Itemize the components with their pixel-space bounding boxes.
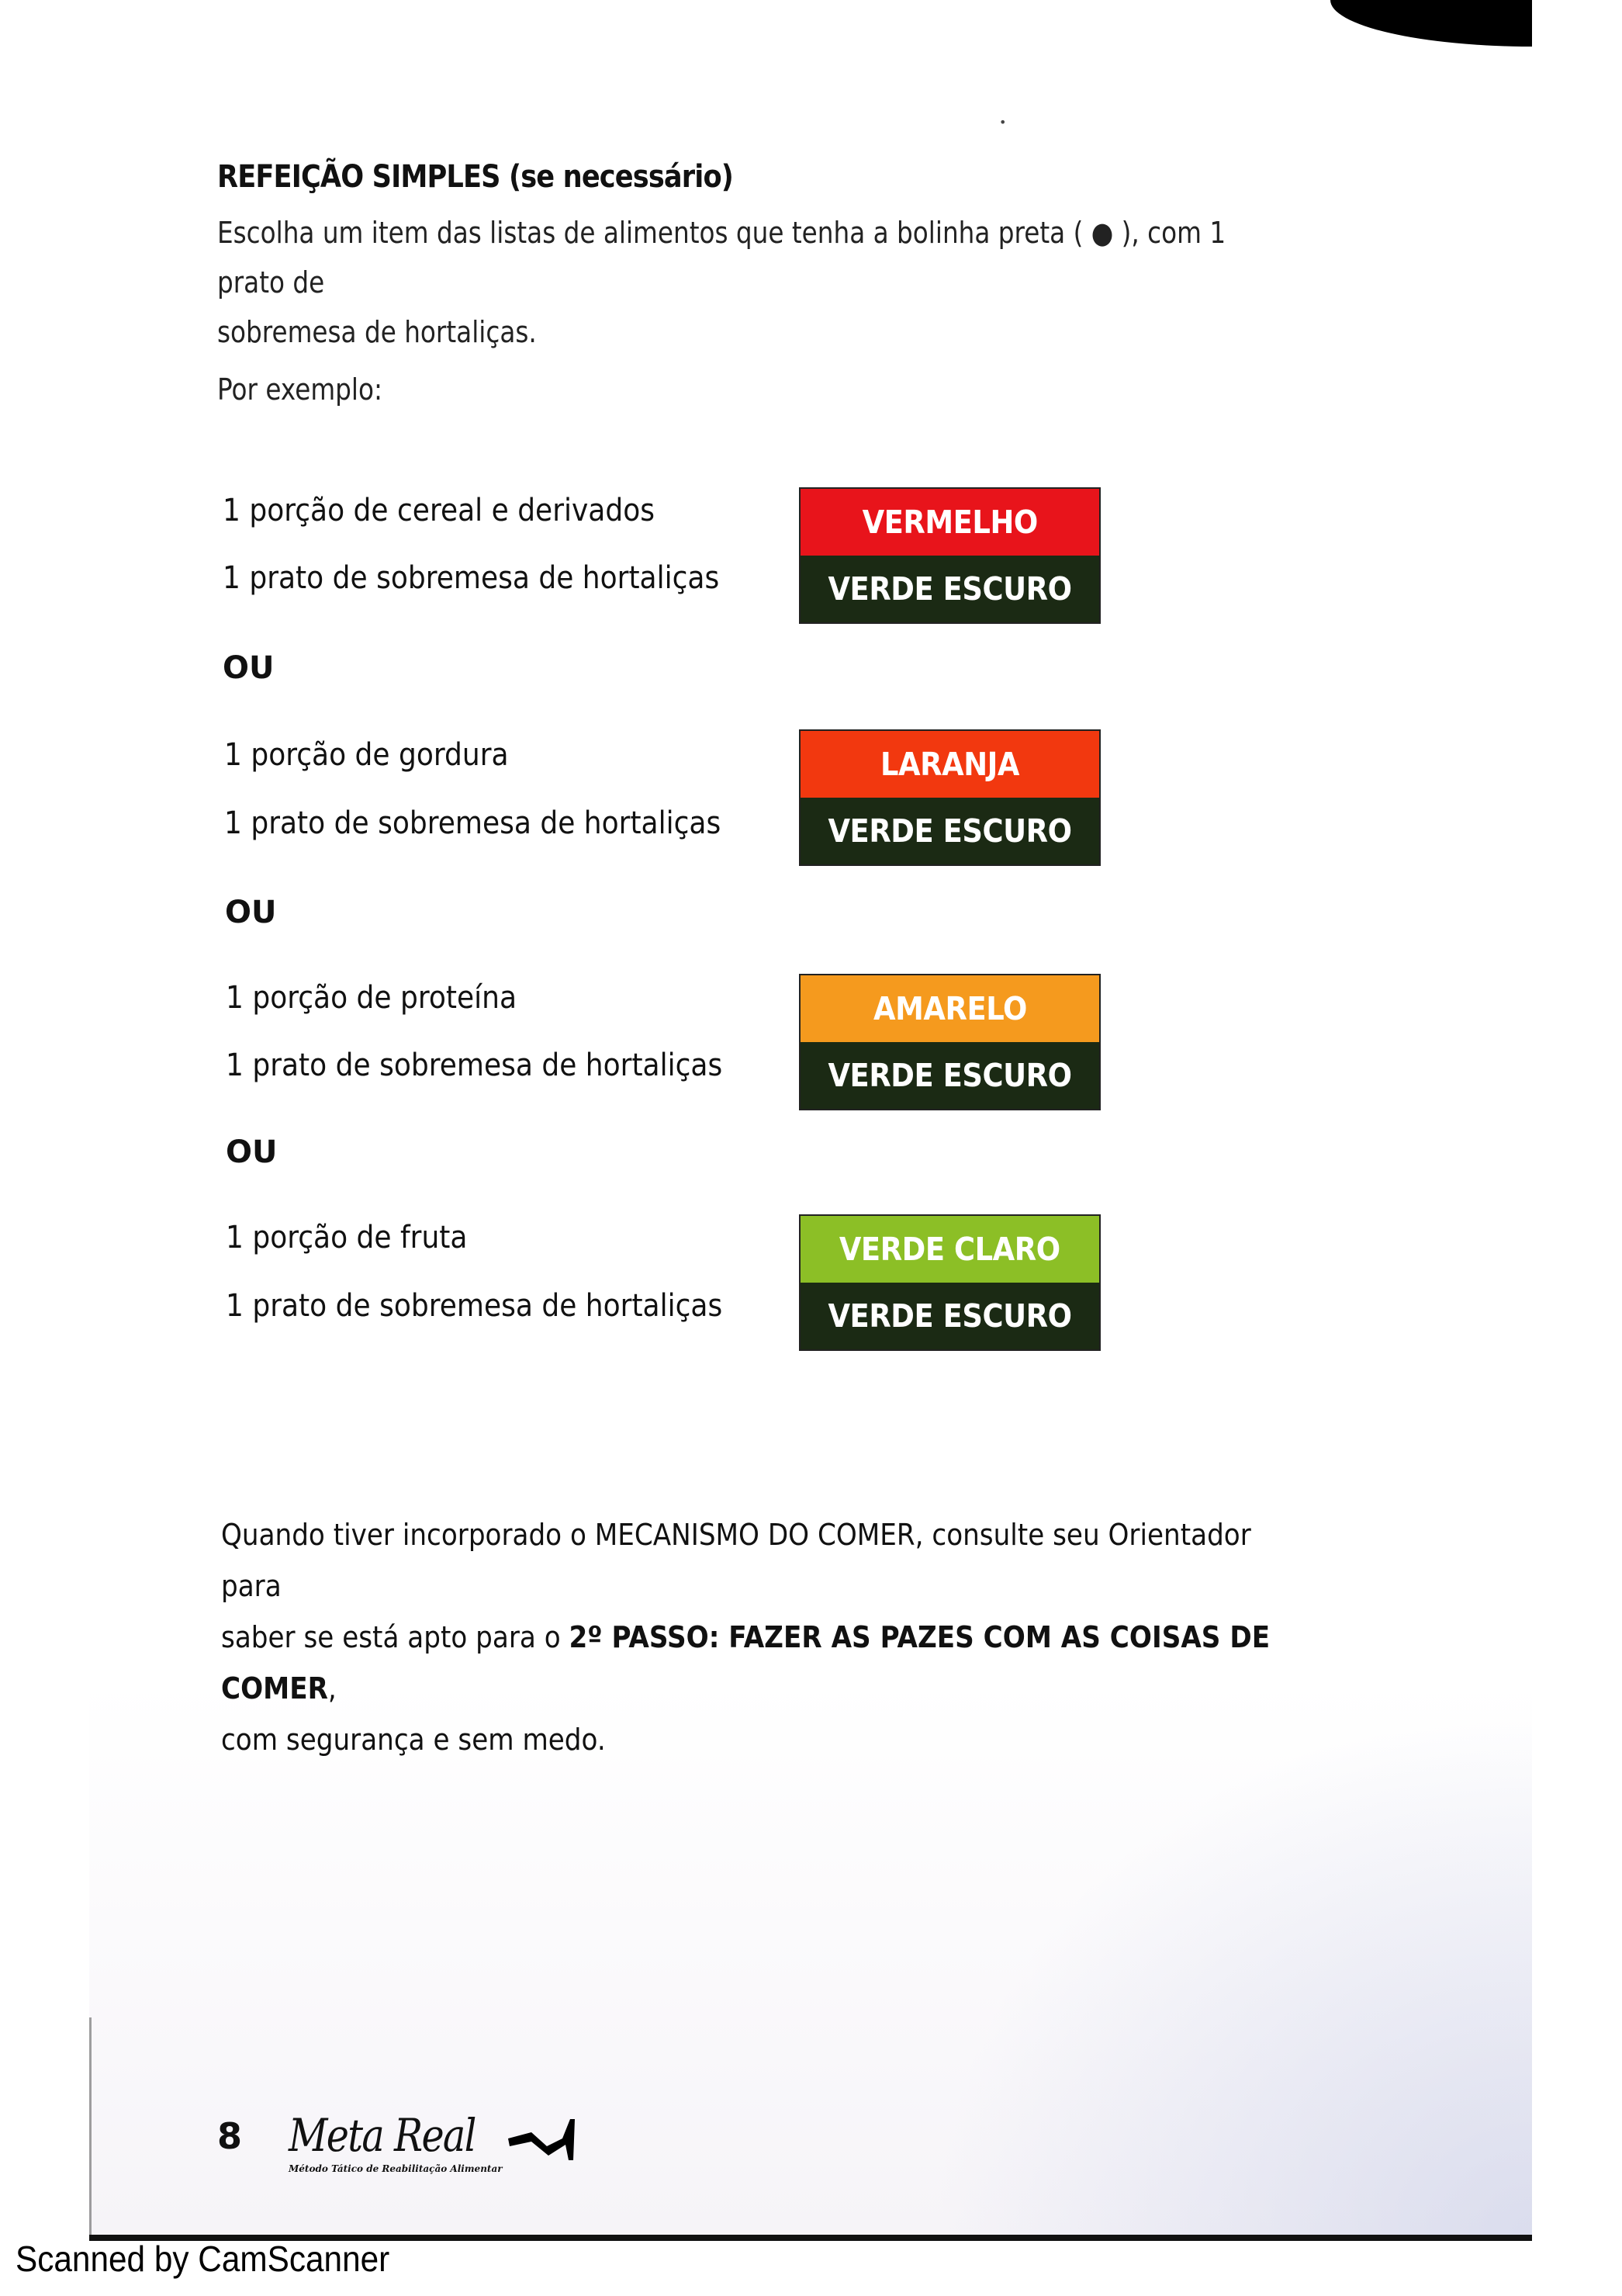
scan-speck: •	[999, 115, 1007, 130]
option-1-line-1: 1 porção de cereal e derivados	[223, 493, 655, 528]
option-4-line-1: 1 porção de fruta	[226, 1220, 468, 1255]
color-tag-amarelo	[799, 974, 1101, 1110]
intro-line-1: Escolha um item das listas de alimentos que tenha a bolinha preta ( ● ), com 1 prato de	[217, 216, 1226, 300]
logo-mark-icon	[508, 2115, 578, 2162]
closing-line-2: saber se está apto para o 2º PASSO: FAZER AS PAZES COM AS COISAS DE COMER,	[221, 1620, 1271, 1706]
page-footer	[217, 2109, 578, 2174]
logo-text: Meta Real	[289, 2109, 476, 2162]
separator-ou: OU	[226, 1134, 278, 1170]
closing-paragraph	[221, 1509, 1310, 1765]
intro-paragraph	[217, 208, 1285, 357]
tag-bottom: VERDE ESCURO	[801, 798, 1099, 864]
intro-line-2: sobremesa de hortaliças.	[217, 315, 537, 349]
tag-bottom: VERDE ESCURO	[801, 1283, 1099, 1349]
closing-line-1: Quando tiver incorporado o MECANISMO DO COMER, consulte seu Orientador para	[221, 1518, 1251, 1603]
color-tag-verde-claro	[799, 1214, 1101, 1351]
option-4-line-2: 1 prato de sobremesa de hortaliças	[226, 1288, 723, 1324]
logo-subtitle: Método Tático de Reabilitação Alimentar	[289, 2163, 503, 2174]
separator-ou: OU	[223, 650, 275, 686]
option-3-line-1: 1 porção de proteína	[226, 980, 517, 1016]
option-1-line-2: 1 prato de sobremesa de hortaliças	[223, 560, 720, 596]
option-2-line-1: 1 porção de gordura	[224, 737, 509, 773]
color-tag-laranja	[799, 729, 1101, 866]
brand-logo	[289, 2109, 578, 2174]
color-tag-vermelho	[799, 487, 1101, 624]
tag-top: VERMELHO	[801, 489, 1099, 556]
tag-top: VERDE CLARO	[801, 1216, 1099, 1283]
section-title: REFEIÇÃO SIMPLES (se necessário)	[217, 159, 733, 195]
separator-ou: OU	[225, 895, 277, 930]
next-step-emphasis: 2º PASSO: FAZER AS PAZES COM AS COISAS DE COMER	[221, 1620, 1271, 1706]
scan-shadow	[931, 1707, 1532, 2235]
page-edge	[89, 2017, 92, 2235]
tag-top: LARANJA	[801, 731, 1099, 798]
tag-top: AMARELO	[801, 975, 1099, 1042]
option-2-line-2: 1 prato de sobremesa de hortaliças	[224, 805, 721, 841]
scanner-watermark: Scanned by CamScanner	[16, 2239, 390, 2279]
closing-line-3: com segurança e sem medo.	[221, 1723, 606, 1757]
page-number: 8	[217, 2115, 243, 2157]
tag-bottom: VERDE ESCURO	[801, 1042, 1099, 1109]
example-label: Por exemplo:	[217, 372, 382, 407]
tag-bottom: VERDE ESCURO	[801, 556, 1099, 622]
option-3-line-2: 1 prato de sobremesa de hortaliças	[226, 1048, 723, 1083]
